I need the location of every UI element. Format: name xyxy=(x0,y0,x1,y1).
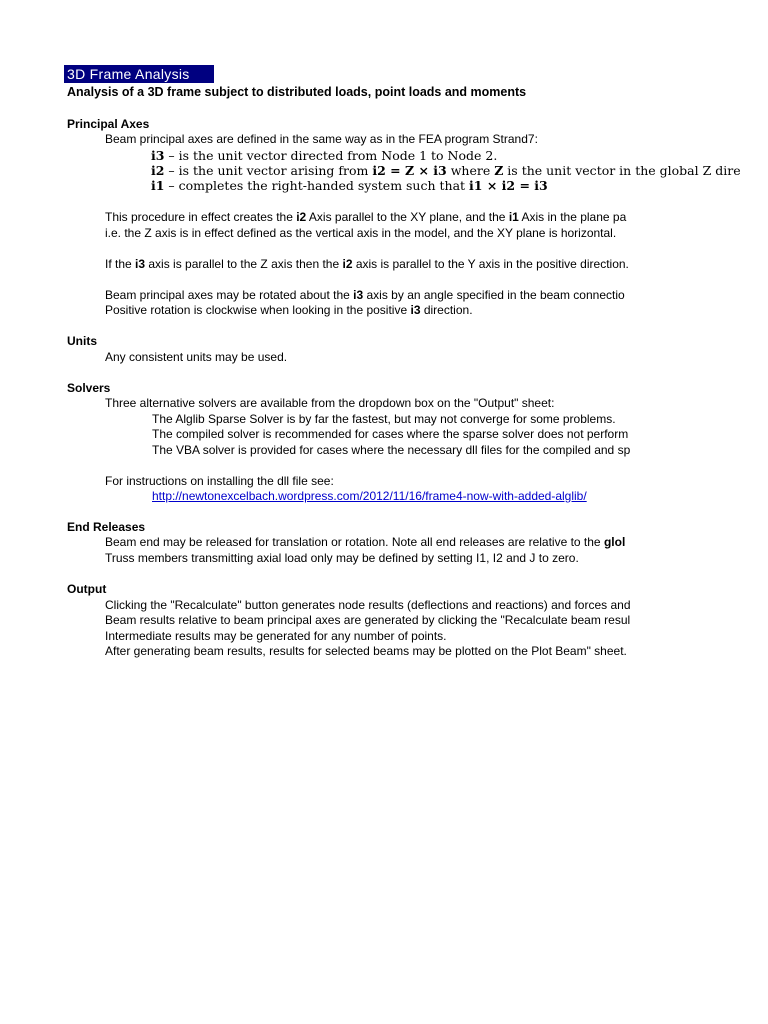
axes-paragraph-4: Beam principal axes may be rotated about the i3 axis by an angle specified in the beam connectio xyxy=(105,288,625,302)
i1-definition: i1 – completes the right-handed system such that i1 × i2 = i3 xyxy=(151,178,548,193)
output-line-4: After generating beam results, results for selected beams may be plotted on the Plot Beam" sheet. xyxy=(105,644,627,658)
i1-symbol: i1 xyxy=(151,178,165,193)
axes-paragraph-5: Positive rotation is clockwise when looking in the positive i3 direction. xyxy=(105,303,473,317)
solver-alglib: The Alglib Sparse Solver is by far the fastest, but may not converge for some problems. xyxy=(152,412,616,426)
output-line-1: Clicking the "Recalculate" button generates node results (deflections and reactions) and forces and xyxy=(105,598,631,612)
solver-vba: The VBA solver is provided for cases where the necessary dll files for the compiled and sp xyxy=(152,443,631,457)
i2-definition: i2 – is the unit vector arising from i2 = Z × i3 where Z is the unit vector in the global Z dire xyxy=(151,163,741,178)
axes-paragraph-1: This procedure in effect creates the i2 Axis parallel to the XY plane, and the i1 Axis in the plane pa xyxy=(105,210,627,224)
dll-instructions: For instructions on installing the dll file see: xyxy=(105,474,334,488)
units-heading: Units xyxy=(67,334,97,348)
i3-definition: i3 – is the unit vector directed from Node 1 to Node 2. xyxy=(151,148,498,163)
output-heading: Output xyxy=(67,582,107,596)
end-releases-line-2: Truss members transmitting axial load only may be defined by setting I1, I2 and J to zero. xyxy=(105,551,579,565)
end-releases-line-1: Beam end may be released for translation or rotation. Note all end releases are relative to the glol xyxy=(105,535,626,549)
solvers-intro: Three alternative solvers are available from the dropdown box on the "Output" sheet: xyxy=(105,396,555,410)
output-line-2: Beam results relative to beam principal axes are generated by clicking the "Recalculate beam resul xyxy=(105,613,631,627)
end-releases-heading: End Releases xyxy=(67,520,146,534)
subtitle: Analysis of a 3D frame subject to distributed loads, point loads and moments xyxy=(67,85,527,99)
i3-symbol: i3 xyxy=(151,148,165,163)
solvers-heading: Solvers xyxy=(67,381,111,395)
i2-symbol: i2 xyxy=(151,163,165,178)
axes-paragraph-3: If the i3 axis is parallel to the Z axis then the i2 axis is parallel to the Y axis in the positive direction. xyxy=(105,257,629,271)
principal-axes-heading: Principal Axes xyxy=(67,117,150,131)
solver-compiled: The compiled solver is recommended for cases where the sparse solver does not perform xyxy=(152,427,629,441)
output-line-3: Intermediate results may be generated for any number of points. xyxy=(105,629,447,643)
principal-axes-intro: Beam principal axes are defined in the same way as in the FEA program Strand7: xyxy=(105,132,538,146)
page-title: 3D Frame Analysis xyxy=(64,65,214,83)
dll-instructions-link[interactable]: http://newtonexcelbach.wordpress.com/2012/11/16/frame4-now-with-added-alglib/ xyxy=(152,489,587,503)
axes-paragraph-2: i.e. the Z axis is in effect defined as the vertical axis in the model, and the XY plane is horizontal. xyxy=(105,226,617,240)
units-text: Any consistent units may be used. xyxy=(105,350,288,364)
